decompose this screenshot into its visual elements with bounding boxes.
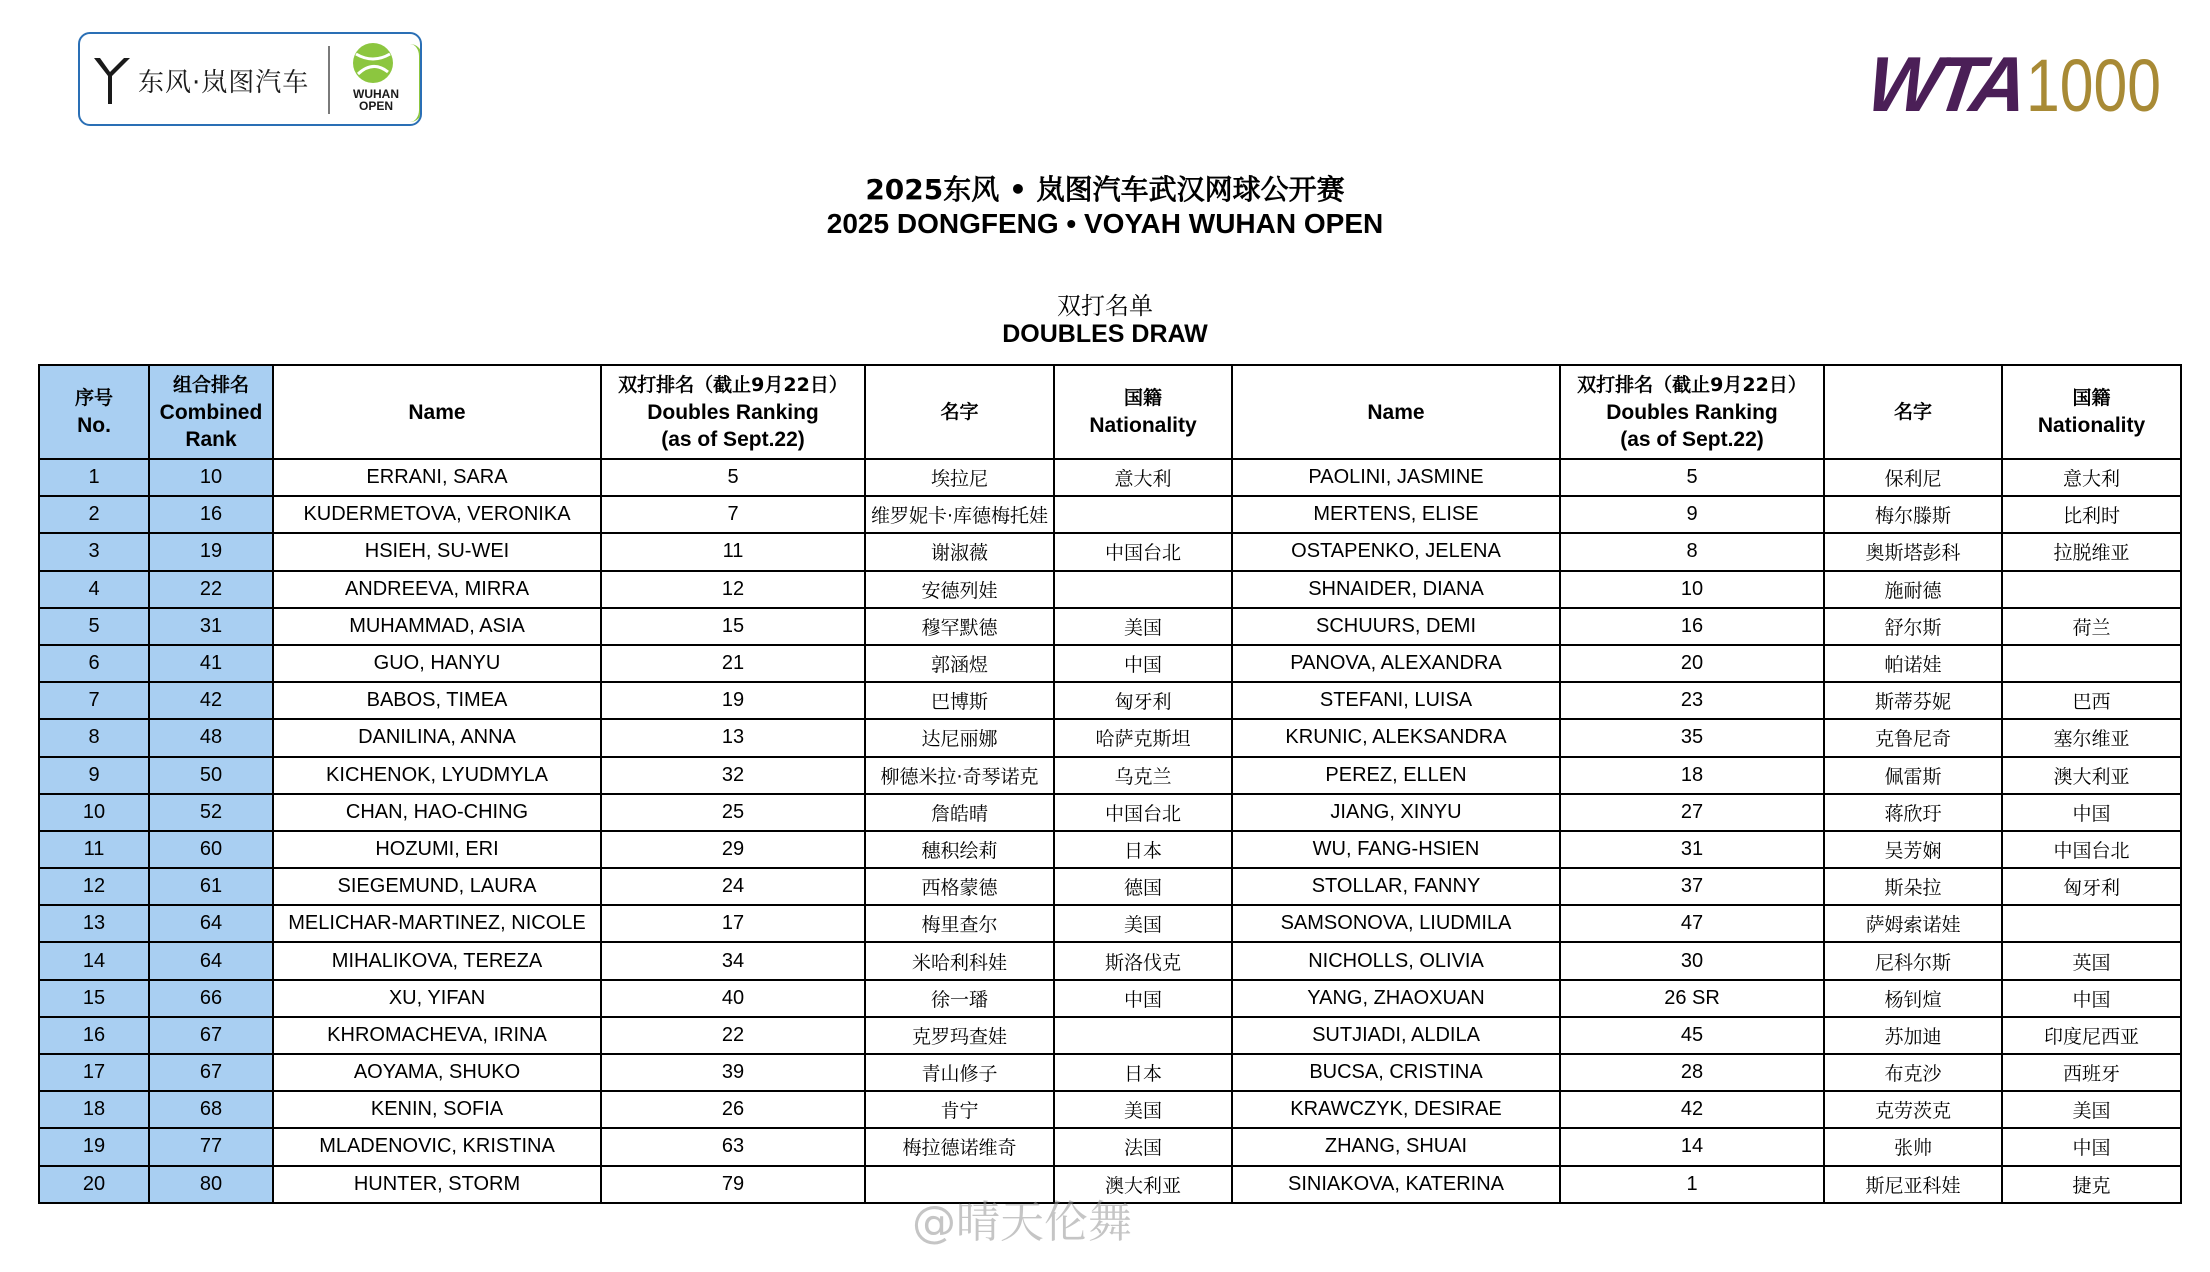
cell-player1-cn-name: 达尼丽娜 [865, 719, 1054, 756]
cell-player2-nationality: 匈牙利 [2002, 868, 2181, 905]
table-row [39, 1054, 2181, 1091]
cell-player2-cn-name: 斯蒂芬妮 [1824, 682, 2002, 719]
cell-combined-rank: 61 [149, 868, 273, 905]
cell-player2-name: SINIAKOVA, KATERINA [1232, 1166, 1560, 1203]
cell-player2-ranking: 9 [1560, 496, 1824, 533]
doubles-draw-table [38, 364, 2182, 1204]
header-combined-rank: 组合排名 Combined Rank [149, 365, 273, 459]
cell-player2-name: OSTAPENKO, JELENA [1232, 533, 1560, 570]
cell-player2-name: MERTENS, ELISE [1232, 496, 1560, 533]
cell-combined-rank: 16 [149, 496, 273, 533]
cell-player1-cn-name: 青山修子 [865, 1054, 1054, 1091]
cell-combined-rank: 68 [149, 1091, 273, 1128]
cell-player1-nationality: 法国 [1054, 1128, 1232, 1165]
tournament-title-en: 2025 DONGFENG • VOYAH WUHAN OPEN [826, 208, 1384, 239]
table-row [39, 831, 2181, 868]
cell-player1-name: MUHAMMAD, ASIA [273, 608, 601, 645]
cell-player2-nationality: 荷兰 [2002, 608, 2181, 645]
cell-no: 5 [39, 608, 149, 645]
table-body [39, 459, 2181, 1203]
cell-player1-ranking: 21 [601, 645, 865, 682]
cell-player2-cn-name: 吴芳娴 [1824, 831, 2002, 868]
cell-player1-nationality: 中国台北 [1054, 533, 1232, 570]
cell-player1-ranking: 7 [601, 496, 865, 533]
tournament-title-cn: 2025东风 • 岚图汽车武汉网球公开赛 [865, 173, 1345, 206]
cell-player1-cn-name: 穗积绘莉 [865, 831, 1054, 868]
cell-player1-nationality: 日本 [1054, 1054, 1232, 1091]
cell-player2-cn-name: 施耐德 [1824, 571, 2002, 608]
cell-player1-cn-name: 肯宁 [865, 1091, 1054, 1128]
cell-no: 12 [39, 868, 149, 905]
cell-combined-rank: 60 [149, 831, 273, 868]
cell-player2-name: WU, FANG-HSIEN [1232, 831, 1560, 868]
wta-1000-logo [1861, 40, 2190, 128]
cell-player2-name: JIANG, XINYU [1232, 794, 1560, 831]
cell-player2-cn-name: 奥斯塔彭科 [1824, 533, 2002, 570]
cell-player1-ranking: 11 [601, 533, 865, 570]
header-nationality-1: 国籍 Nationality [1054, 365, 1232, 459]
table-row [39, 1128, 2181, 1165]
cell-player2-name: PAOLINI, JASMINE [1232, 459, 1560, 496]
wuhan-open-line1: WUHAN [353, 87, 399, 101]
cell-combined-rank: 64 [149, 905, 273, 942]
cell-player2-cn-name: 苏加迪 [1824, 1017, 2002, 1054]
cell-player1-ranking: 25 [601, 794, 865, 831]
cell-player2-nationality: 印度尼西亚 [2002, 1017, 2181, 1054]
cell-player1-cn-name: 徐一璠 [865, 980, 1054, 1017]
cell-player2-nationality [2002, 571, 2181, 608]
cell-player1-name: HUNTER, STORM [273, 1166, 601, 1203]
header-doubles-ranking-1: 双打排名（截止9月22日） Doubles Ranking (as of Sept.22) [601, 365, 865, 459]
cell-player1-ranking: 22 [601, 1017, 865, 1054]
sponsor-logo [78, 32, 422, 126]
cell-player1-ranking: 5 [601, 459, 865, 496]
cell-player2-name: BUCSA, CRISTINA [1232, 1054, 1560, 1091]
cell-player1-cn-name: 维罗妮卡·库德梅托娃 [865, 496, 1054, 533]
cell-player2-cn-name: 保利尼 [1824, 459, 2002, 496]
cell-player2-nationality: 意大利 [2002, 459, 2181, 496]
cell-no: 7 [39, 682, 149, 719]
cell-player2-nationality: 中国台北 [2002, 831, 2181, 868]
draw-subtitle-cn: 双打名单 [1057, 292, 1153, 320]
weibo-watermark: @晴天伦舞 [912, 1197, 1132, 1248]
cell-player2-cn-name: 克劳茨克 [1824, 1091, 2002, 1128]
cell-player1-nationality [1054, 1017, 1232, 1054]
cell-player1-cn-name: 米哈利科娃 [865, 942, 1054, 979]
table-row [39, 942, 2181, 979]
cell-player1-nationality: 意大利 [1054, 459, 1232, 496]
header-cn-name-2: 名字 [1824, 365, 2002, 459]
cell-player1-cn-name: 埃拉尼 [865, 459, 1054, 496]
cell-player1-name: BABOS, TIMEA [273, 682, 601, 719]
cell-combined-rank: 67 [149, 1017, 273, 1054]
cell-player2-cn-name: 张帅 [1824, 1128, 2002, 1165]
table-row [39, 868, 2181, 905]
cell-player2-ranking: 5 [1560, 459, 1824, 496]
cell-combined-rank: 22 [149, 571, 273, 608]
table-row [39, 608, 2181, 645]
cell-player2-cn-name: 斯尼亚科娃 [1824, 1166, 2002, 1203]
cell-player1-name: KHROMACHEVA, IRINA [273, 1017, 601, 1054]
cell-player1-nationality: 日本 [1054, 831, 1232, 868]
cell-no: 4 [39, 571, 149, 608]
cell-player1-nationality: 哈萨克斯坦 [1054, 719, 1232, 756]
cell-combined-rank: 31 [149, 608, 273, 645]
cell-player2-ranking: 31 [1560, 831, 1824, 868]
cell-player1-nationality: 美国 [1054, 608, 1232, 645]
cell-player2-nationality: 美国 [2002, 1091, 2181, 1128]
cell-player1-cn-name: 谢淑薇 [865, 533, 1054, 570]
cell-player2-ranking: 10 [1560, 571, 1824, 608]
wta-number: 1000 [2025, 44, 2161, 127]
cell-player2-cn-name: 斯朵拉 [1824, 868, 2002, 905]
cell-player1-ranking: 39 [601, 1054, 865, 1091]
cell-no: 2 [39, 496, 149, 533]
cell-player1-cn-name: 詹皓晴 [865, 794, 1054, 831]
cell-player2-nationality: 英国 [2002, 942, 2181, 979]
cell-player1-name: MELICHAR-MARTINEZ, NICOLE [273, 905, 601, 942]
cell-player2-nationality: 拉脱维亚 [2002, 533, 2181, 570]
cell-player2-ranking: 23 [1560, 682, 1824, 719]
cell-player1-name: HSIEH, SU-WEI [273, 533, 601, 570]
cell-player1-name: KICHENOK, LYUDMYLA [273, 757, 601, 794]
cell-player2-name: PEREZ, ELLEN [1232, 757, 1560, 794]
cell-player1-name: ERRANI, SARA [273, 459, 601, 496]
cell-player2-nationality: 塞尔维亚 [2002, 719, 2181, 756]
cell-player1-nationality [1054, 571, 1232, 608]
table-row [39, 905, 2181, 942]
wuhan-open-logo-text [336, 88, 416, 112]
cell-player1-nationality [1054, 496, 1232, 533]
wta-letters: WTA [1861, 40, 2028, 128]
cell-player1-name: XU, YIFAN [273, 980, 601, 1017]
cell-player2-ranking: 8 [1560, 533, 1824, 570]
cell-player1-ranking: 26 [601, 1091, 865, 1128]
cell-combined-rank: 10 [149, 459, 273, 496]
cell-player1-name: HOZUMI, ERI [273, 831, 601, 868]
cell-player2-ranking: 14 [1560, 1128, 1824, 1165]
cell-player1-name: CHAN, HAO-CHING [273, 794, 601, 831]
cell-player2-nationality: 中国 [2002, 980, 2181, 1017]
cell-no: 1 [39, 459, 149, 496]
cell-player2-ranking: 30 [1560, 942, 1824, 979]
cell-combined-rank: 48 [149, 719, 273, 756]
cell-player1-ranking: 32 [601, 757, 865, 794]
cell-combined-rank: 19 [149, 533, 273, 570]
table-row [39, 980, 2181, 1017]
cell-player2-ranking: 37 [1560, 868, 1824, 905]
table-row [39, 682, 2181, 719]
cell-player2-cn-name: 帕诺娃 [1824, 645, 2002, 682]
cell-player1-ranking: 24 [601, 868, 865, 905]
header-name-2: Name [1232, 365, 1560, 459]
header-doubles-ranking-2: 双打排名（截止9月22日） Doubles Ranking (as of Sept.22) [1560, 365, 1824, 459]
cell-player2-nationality: 巴西 [2002, 682, 2181, 719]
header-nationality-2: 国籍 Nationality [2002, 365, 2181, 459]
cell-player2-nationality: 西班牙 [2002, 1054, 2181, 1091]
cell-no: 6 [39, 645, 149, 682]
cell-player1-cn-name [865, 1166, 1054, 1203]
table-row [39, 1166, 2181, 1203]
cell-no: 8 [39, 719, 149, 756]
cell-no: 18 [39, 1091, 149, 1128]
cell-no: 11 [39, 831, 149, 868]
cell-player1-cn-name: 克罗玛查娃 [865, 1017, 1054, 1054]
cell-player2-nationality [2002, 905, 2181, 942]
cell-player1-ranking: 13 [601, 719, 865, 756]
draw-subtitle-en: DOUBLES DRAW [1002, 320, 1208, 348]
cell-player2-name: ZHANG, SHUAI [1232, 1128, 1560, 1165]
cell-player2-cn-name: 舒尔斯 [1824, 608, 2002, 645]
cell-combined-rank: 80 [149, 1166, 273, 1203]
cell-combined-rank: 41 [149, 645, 273, 682]
cell-player2-cn-name: 梅尔滕斯 [1824, 496, 2002, 533]
cell-player1-nationality: 中国 [1054, 980, 1232, 1017]
cell-player2-ranking: 27 [1560, 794, 1824, 831]
cell-player2-nationality: 捷克 [2002, 1166, 2181, 1203]
cell-player2-ranking: 16 [1560, 608, 1824, 645]
table-row [39, 533, 2181, 570]
cell-player2-name: NICHOLLS, OLIVIA [1232, 942, 1560, 979]
cell-player1-cn-name: 梅里查尔 [865, 905, 1054, 942]
table-row [39, 794, 2181, 831]
cell-player2-cn-name: 尼科尔斯 [1824, 942, 2002, 979]
cell-player2-ranking: 26 SR [1560, 980, 1824, 1017]
cell-player2-ranking: 1 [1560, 1166, 1824, 1203]
cell-player1-ranking: 12 [601, 571, 865, 608]
cell-combined-rank: 50 [149, 757, 273, 794]
cell-combined-rank: 67 [149, 1054, 273, 1091]
table-header-row [39, 365, 2181, 459]
table-row [39, 757, 2181, 794]
cell-player1-nationality: 中国 [1054, 645, 1232, 682]
cell-no: 19 [39, 1128, 149, 1165]
cell-player2-name: KRUNIC, ALEKSANDRA [1232, 719, 1560, 756]
cell-player1-nationality: 中国台北 [1054, 794, 1232, 831]
header-no: 序号 No. [39, 365, 149, 459]
cell-player2-name: SCHUURS, DEMI [1232, 608, 1560, 645]
cell-no: 3 [39, 533, 149, 570]
cell-player2-nationality: 比利时 [2002, 496, 2181, 533]
cell-player1-nationality: 澳大利亚 [1054, 1166, 1232, 1203]
cell-player2-nationality: 澳大利亚 [2002, 757, 2181, 794]
cell-player1-nationality: 美国 [1054, 1091, 1232, 1128]
table-row [39, 1017, 2181, 1054]
cell-player1-cn-name: 安德列娃 [865, 571, 1054, 608]
cell-player1-name: AOYAMA, SHUKO [273, 1054, 601, 1091]
cell-no: 13 [39, 905, 149, 942]
cell-player2-name: SUTJIADI, ALDILA [1232, 1017, 1560, 1054]
cell-player2-name: PANOVA, ALEXANDRA [1232, 645, 1560, 682]
cell-player1-cn-name: 梅拉德诺维奇 [865, 1128, 1054, 1165]
cell-player1-name: KENIN, SOFIA [273, 1091, 601, 1128]
cell-player2-ranking: 45 [1560, 1017, 1824, 1054]
cell-player1-cn-name: 柳德米拉·奇琴诺克 [865, 757, 1054, 794]
header-cn-name-1: 名字 [865, 365, 1054, 459]
table-row [39, 459, 2181, 496]
cell-player1-cn-name: 巴博斯 [865, 682, 1054, 719]
cell-player1-name: KUDERMETOVA, VERONIKA [273, 496, 601, 533]
cell-combined-rank: 64 [149, 942, 273, 979]
wuhan-open-line2: OPEN [358, 99, 393, 113]
cell-player2-ranking: 28 [1560, 1054, 1824, 1091]
cell-player1-nationality: 乌克兰 [1054, 757, 1232, 794]
cell-no: 16 [39, 1017, 149, 1054]
cell-player1-name: ANDREEVA, MIRRA [273, 571, 601, 608]
table-row [39, 1091, 2181, 1128]
cell-no: 14 [39, 942, 149, 979]
cell-combined-rank: 66 [149, 980, 273, 1017]
cell-combined-rank: 42 [149, 682, 273, 719]
cell-player2-ranking: 42 [1560, 1091, 1824, 1128]
cell-player2-name: STOLLAR, FANNY [1232, 868, 1560, 905]
cell-player1-name: MLADENOVIC, KRISTINA [273, 1128, 601, 1165]
cell-player1-nationality: 斯洛伐克 [1054, 942, 1232, 979]
cell-no: 10 [39, 794, 149, 831]
cell-player1-ranking: 63 [601, 1128, 865, 1165]
cell-player2-name: YANG, ZHAOXUAN [1232, 980, 1560, 1017]
cell-player2-ranking: 20 [1560, 645, 1824, 682]
cell-player1-name: GUO, HANYU [273, 645, 601, 682]
table-row [39, 645, 2181, 682]
cell-player2-cn-name: 杨钊煊 [1824, 980, 2002, 1017]
cell-player1-cn-name: 郭涵煜 [865, 645, 1054, 682]
cell-no: 15 [39, 980, 149, 1017]
cell-player2-name: KRAWCZYK, DESIRAE [1232, 1091, 1560, 1128]
cell-player2-name: SHNAIDER, DIANA [1232, 571, 1560, 608]
tennis-ball-icon [350, 40, 396, 86]
cell-player2-nationality [2002, 645, 2181, 682]
table-row [39, 719, 2181, 756]
cell-player1-ranking: 40 [601, 980, 865, 1017]
cell-player2-cn-name: 佩雷斯 [1824, 757, 2002, 794]
cell-player2-cn-name: 克鲁尼奇 [1824, 719, 2002, 756]
cell-player1-name: SIEGEMUND, LAURA [273, 868, 601, 905]
cell-combined-rank: 77 [149, 1128, 273, 1165]
cell-no: 17 [39, 1054, 149, 1091]
cell-player2-nationality: 中国 [2002, 794, 2181, 831]
cell-player2-ranking: 35 [1560, 719, 1824, 756]
cell-player2-cn-name: 布克沙 [1824, 1054, 2002, 1091]
cell-player1-name: MIHALIKOVA, TEREZA [273, 942, 601, 979]
logo-divider [328, 46, 330, 114]
cell-player2-cn-name: 蒋欣玗 [1824, 794, 2002, 831]
cell-player1-ranking: 19 [601, 682, 865, 719]
cell-no: 20 [39, 1166, 149, 1203]
sponsor-name: 东风·岚图汽车 [138, 68, 310, 98]
voyah-logo-icon [92, 54, 132, 106]
cell-player2-ranking: 47 [1560, 905, 1824, 942]
cell-combined-rank: 52 [149, 794, 273, 831]
cell-player2-ranking: 18 [1560, 757, 1824, 794]
table-row [39, 496, 2181, 533]
cell-player1-cn-name: 穆罕默德 [865, 608, 1054, 645]
cell-player1-ranking: 34 [601, 942, 865, 979]
cell-player1-nationality: 德国 [1054, 868, 1232, 905]
cell-player1-nationality: 美国 [1054, 905, 1232, 942]
cell-player1-ranking: 79 [601, 1166, 865, 1203]
header-name-1: Name [273, 365, 601, 459]
cell-player1-ranking: 15 [601, 608, 865, 645]
cell-player1-nationality: 匈牙利 [1054, 682, 1232, 719]
cell-player1-cn-name: 西格蒙德 [865, 868, 1054, 905]
cell-player2-name: STEFANI, LUISA [1232, 682, 1560, 719]
cell-no: 9 [39, 757, 149, 794]
table-row [39, 571, 2181, 608]
cell-player1-name: DANILINA, ANNA [273, 719, 601, 756]
cell-player2-cn-name: 萨姆索诺娃 [1824, 905, 2002, 942]
cell-player1-ranking: 29 [601, 831, 865, 868]
cell-player2-name: SAMSONOVA, LIUDMILA [1232, 905, 1560, 942]
cell-player2-nationality: 中国 [2002, 1128, 2181, 1165]
cell-player1-ranking: 17 [601, 905, 865, 942]
